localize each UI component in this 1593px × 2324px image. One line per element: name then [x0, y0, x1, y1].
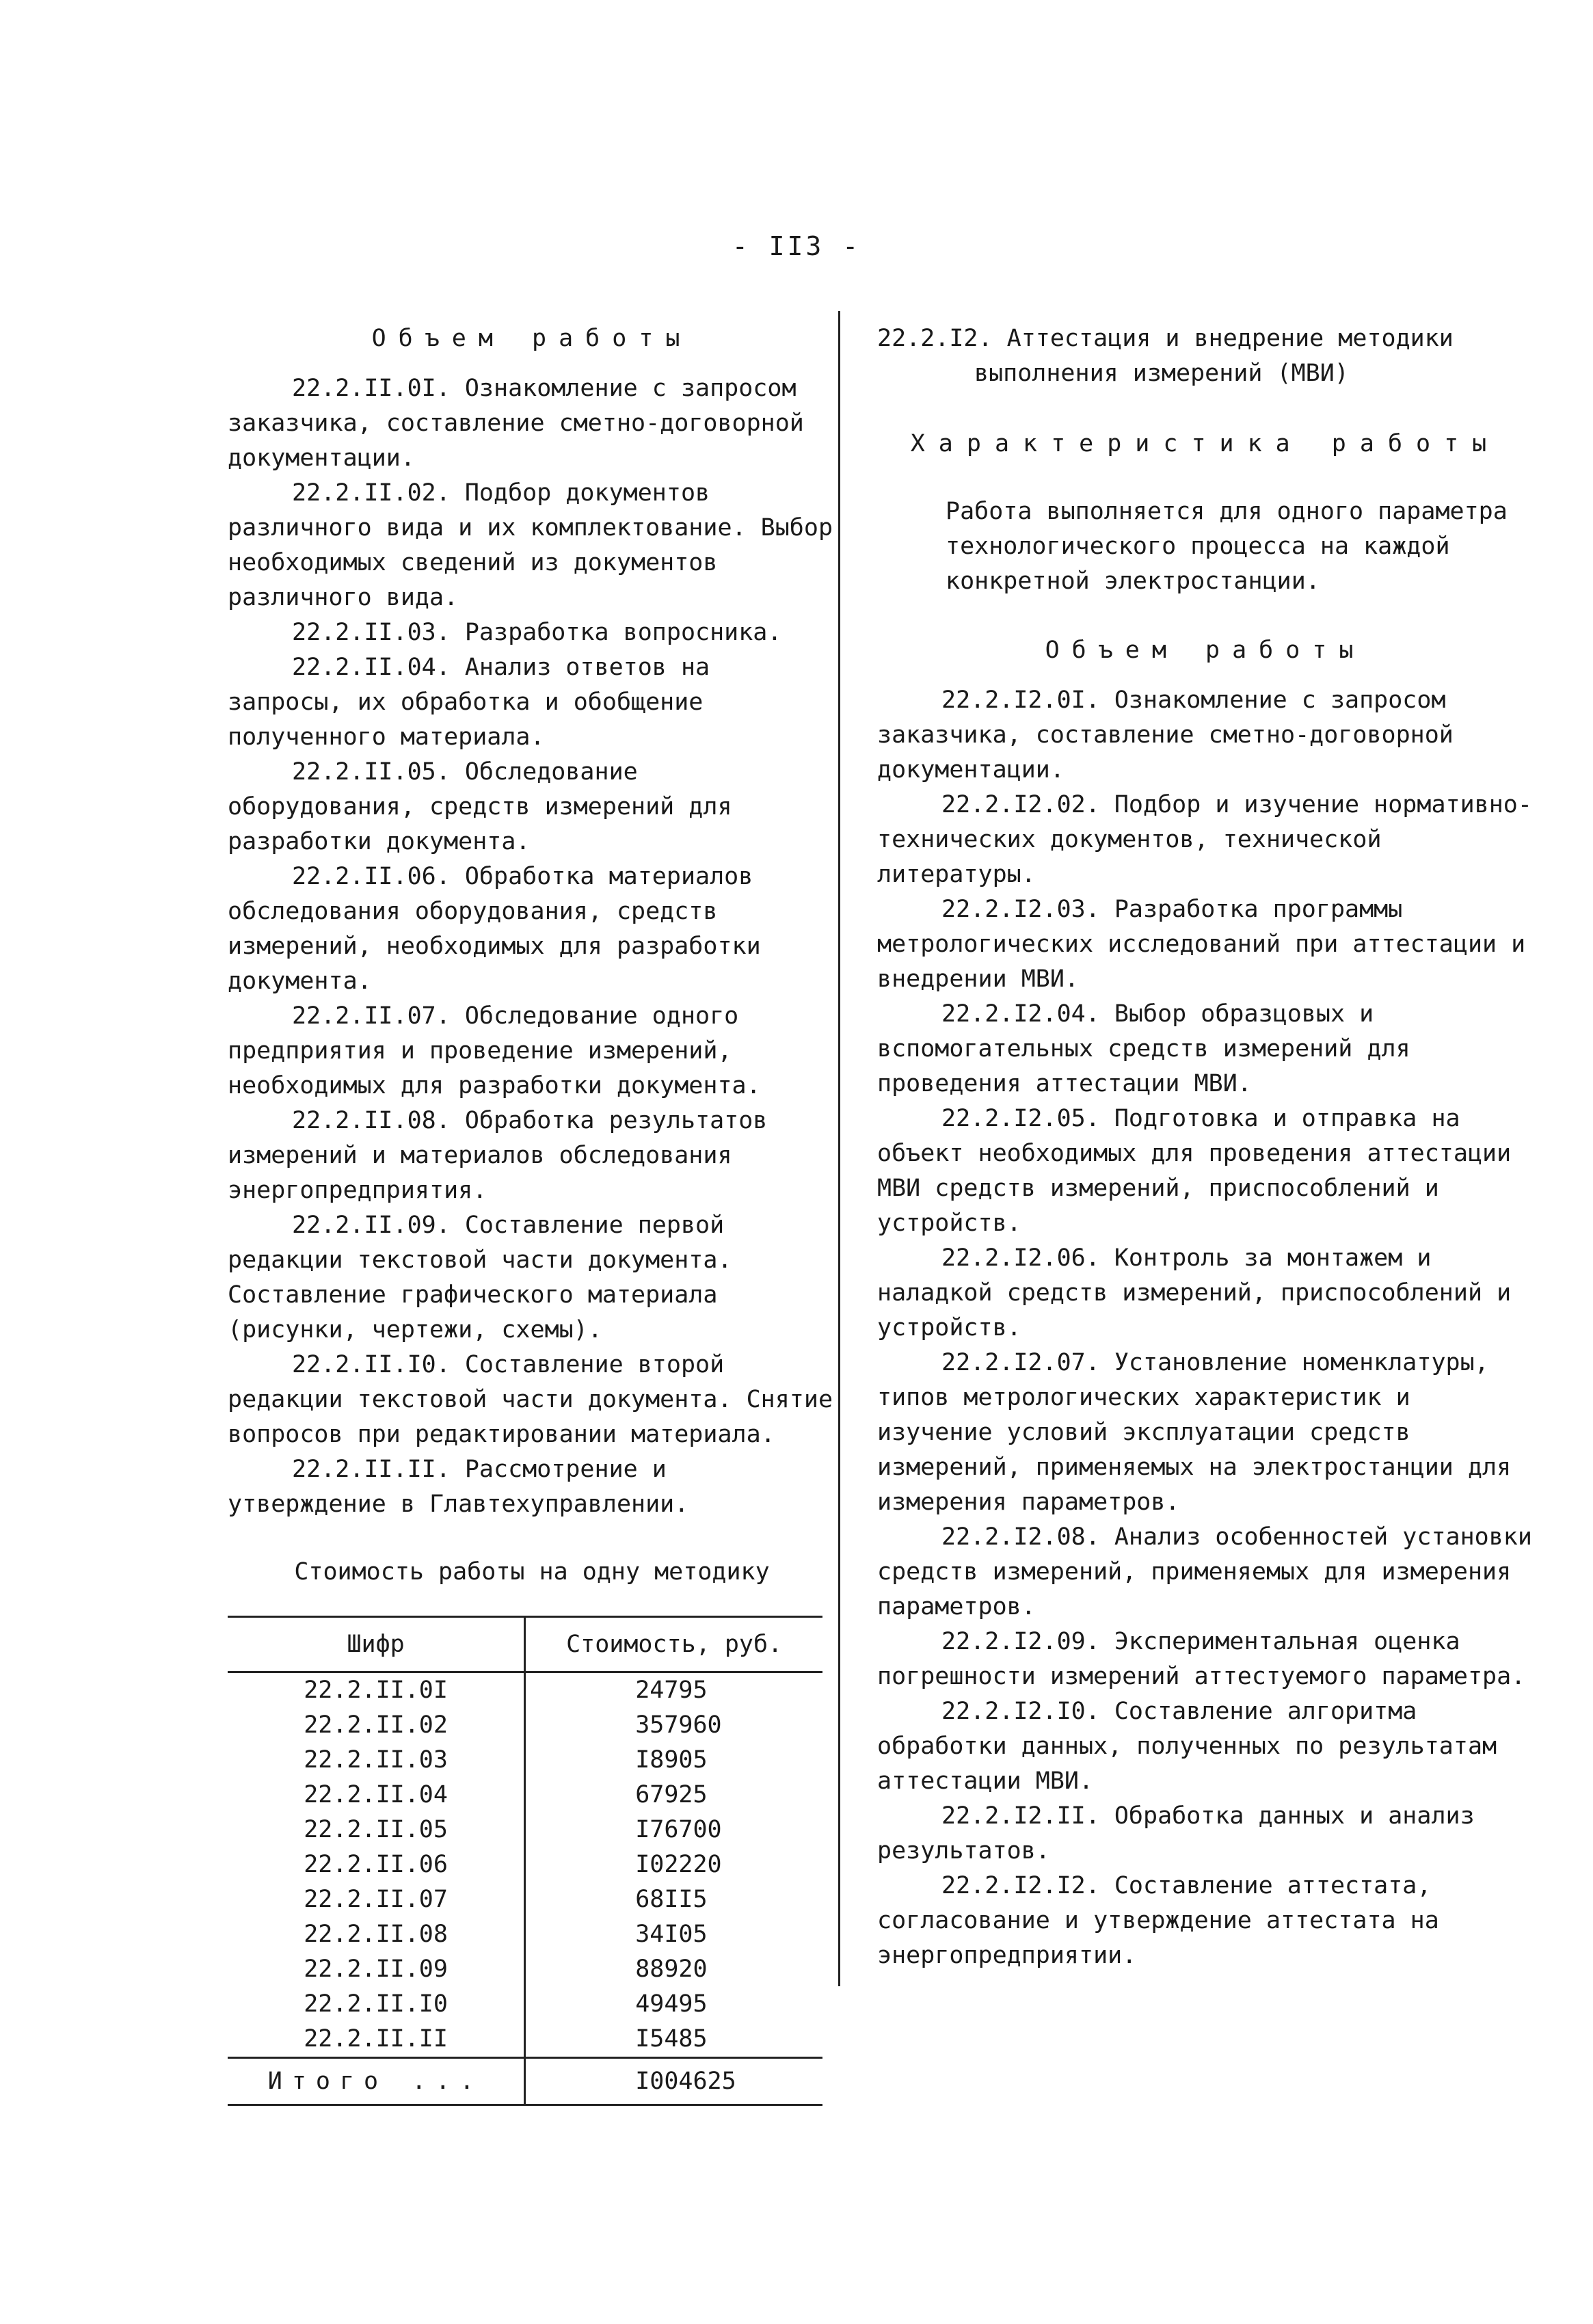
header-cost: Стоимость, руб. — [525, 1617, 822, 1672]
row-cost: 357960 — [635, 1711, 722, 1739]
list-item: 22.2.I2.I2. Составление аттестата, согласование и утверждение аттестата на энергопредприятии. — [877, 1872, 1439, 1969]
row-cost: I8905 — [635, 1746, 708, 1774]
column-divider — [838, 311, 840, 1986]
list-item: 22.2.II.0I. Ознакомление с запросом заказчика, составление сметно-договорной документации. — [228, 375, 804, 472]
list-item: 22.2.I2.05. Подготовка и отправка на объект необходимых для проведения аттестации МВИ средств измерений, приспособлений и устройств. — [877, 1105, 1512, 1237]
cost-table-title: Стоимость работы на одну методику — [294, 1558, 770, 1586]
total-label: Итого ... — [228, 2058, 525, 2105]
list-item: 22.2.I2.08. Анализ особенностей установки средств измерений, применяемых для измерения параметров. — [877, 1523, 1532, 1620]
total-row — [228, 2058, 822, 2105]
row-cost: 49495 — [635, 1990, 708, 2018]
row-code: 22.2.II.I0 — [228, 1987, 525, 2022]
row-cost: 24795 — [635, 1677, 708, 1704]
table-row — [228, 1952, 822, 1987]
scope-heading-left: Объем работы — [371, 325, 693, 352]
row-code: 22.2.II.II — [228, 2022, 525, 2058]
table-row — [228, 1708, 822, 1743]
list-item: 22.2.I2.07. Установление номенклатуры, типов метрологических характеристик и изучение условий эксплуатации средств измерений, применяемых на электростанции для измерения параметров. — [877, 1349, 1512, 1516]
row-cost: I5485 — [635, 2025, 708, 2053]
scope-heading-right: Объем работы — [1045, 637, 1366, 664]
row-cost: 34I05 — [635, 1921, 708, 1948]
list-item: 22.2.I2.03. Разработка программы метрологических исследований при аттестации и внедрении МВИ. — [877, 896, 1526, 993]
list-item: 22.2.II.05. Обследование оборудования, средств измерений для разработки документа. — [228, 758, 732, 855]
section-heading — [877, 321, 1534, 391]
characteristics-heading: Характеристика работы — [910, 430, 1501, 457]
table-row — [228, 1987, 822, 2022]
list-item: 22.2.I2.02. Подбор и изучение нормативно-технических документов, технической литературы. — [877, 791, 1532, 888]
table-row — [228, 1882, 822, 1917]
list-item: 22.2.II.06. Обработка материалов обследования оборудования, средств измерений, необходимых для разработки документа. — [228, 863, 761, 995]
list-item: 22.2.I2.06. Контроль за монтажем и наладкой средств измерений, приспособлений и устройств. — [877, 1244, 1512, 1341]
table-row — [228, 1847, 822, 1882]
total-value: I004625 — [525, 2058, 822, 2105]
row-code: 22.2.II.0I — [228, 1672, 525, 1709]
table-row — [228, 2022, 822, 2058]
table-row — [228, 1672, 822, 1709]
section-heading-line2: выполнения измерений (МВИ) — [974, 360, 1349, 387]
list-item: 22.2.II.I0. Составление второй редакции текстовой части документа. Снятие вопросов при редактировании материала. — [228, 1351, 833, 1448]
row-cost: 67925 — [635, 1781, 708, 1808]
section-heading-line1: 22.2.I2. Аттестация и внедрение методики — [877, 325, 1454, 352]
work-description: Работа выполняется для одного параметра технологического процесса на каждой конкретной электростанции. — [946, 498, 1508, 595]
list-item: 22.2.II.03. Разработка вопросника. — [292, 619, 782, 646]
page-number: - II3 - — [732, 231, 861, 261]
list-item: 22.2.II.04. Анализ ответов на запросы, их обработка и обобщение полученного материала. — [228, 654, 710, 751]
table-row — [228, 1778, 822, 1813]
table-row — [228, 1743, 822, 1778]
list-item: 22.2.II.07. Обследование одного предприятия и проведение измерений, необходимых для разработки документа. — [228, 1002, 761, 1099]
row-code: 22.2.II.07 — [228, 1882, 525, 1917]
list-item: 22.2.II.02. Подбор документов различного вида и их комплектование. Выбор необходимых сведений из документов различного вида. — [228, 479, 833, 611]
row-code: 22.2.II.05 — [228, 1813, 525, 1847]
list-item: 22.2.II.08. Обработка результатов измерений и материалов обследования энергопредприятия. — [228, 1107, 768, 1204]
right-column — [877, 321, 1534, 1973]
left-column — [228, 321, 836, 2106]
row-code: 22.2.II.02 — [228, 1708, 525, 1743]
list-item: 22.2.II.09. Составление первой редакции текстовой части документа. Составление графического материала (рисунки, чертежи, схемы). — [228, 1212, 732, 1344]
row-cost: 68II5 — [635, 1886, 708, 1913]
list-item: 22.2.I2.II. Обработка данных и анализ результатов. — [877, 1802, 1475, 1865]
row-code: 22.2.II.08 — [228, 1917, 525, 1952]
list-item: 22.2.I2.0I. Ознакомление с запросом заказчика, составление сметно-договорной документации. — [877, 686, 1454, 784]
list-item: 22.2.I2.I0. Составление алгоритма обработки данных, полученных по результатам аттестации МВИ. — [877, 1698, 1497, 1795]
row-code: 22.2.II.06 — [228, 1847, 525, 1882]
row-code: 22.2.II.09 — [228, 1952, 525, 1987]
row-cost: I02220 — [635, 1851, 722, 1878]
list-item: 22.2.II.II. Рассмотрение и утверждение в Главтехуправлении. — [228, 1456, 689, 1518]
row-cost: I76700 — [635, 1816, 722, 1843]
list-item: 22.2.I2.04. Выбор образцовых и вспомогательных средств измерений для проведения аттестации МВИ. — [877, 1000, 1410, 1097]
table-row — [228, 1917, 822, 1952]
header-code: Шифр — [228, 1617, 525, 1672]
list-item: 22.2.I2.09. Экспериментальная оценка погрешности измерений аттестуемого параметра. — [877, 1628, 1526, 1690]
table-row — [228, 1813, 822, 1847]
row-code: 22.2.II.04 — [228, 1778, 525, 1813]
row-code: 22.2.II.03 — [228, 1743, 525, 1778]
row-cost: 88920 — [635, 1955, 708, 1983]
cost-table — [228, 1616, 822, 2106]
